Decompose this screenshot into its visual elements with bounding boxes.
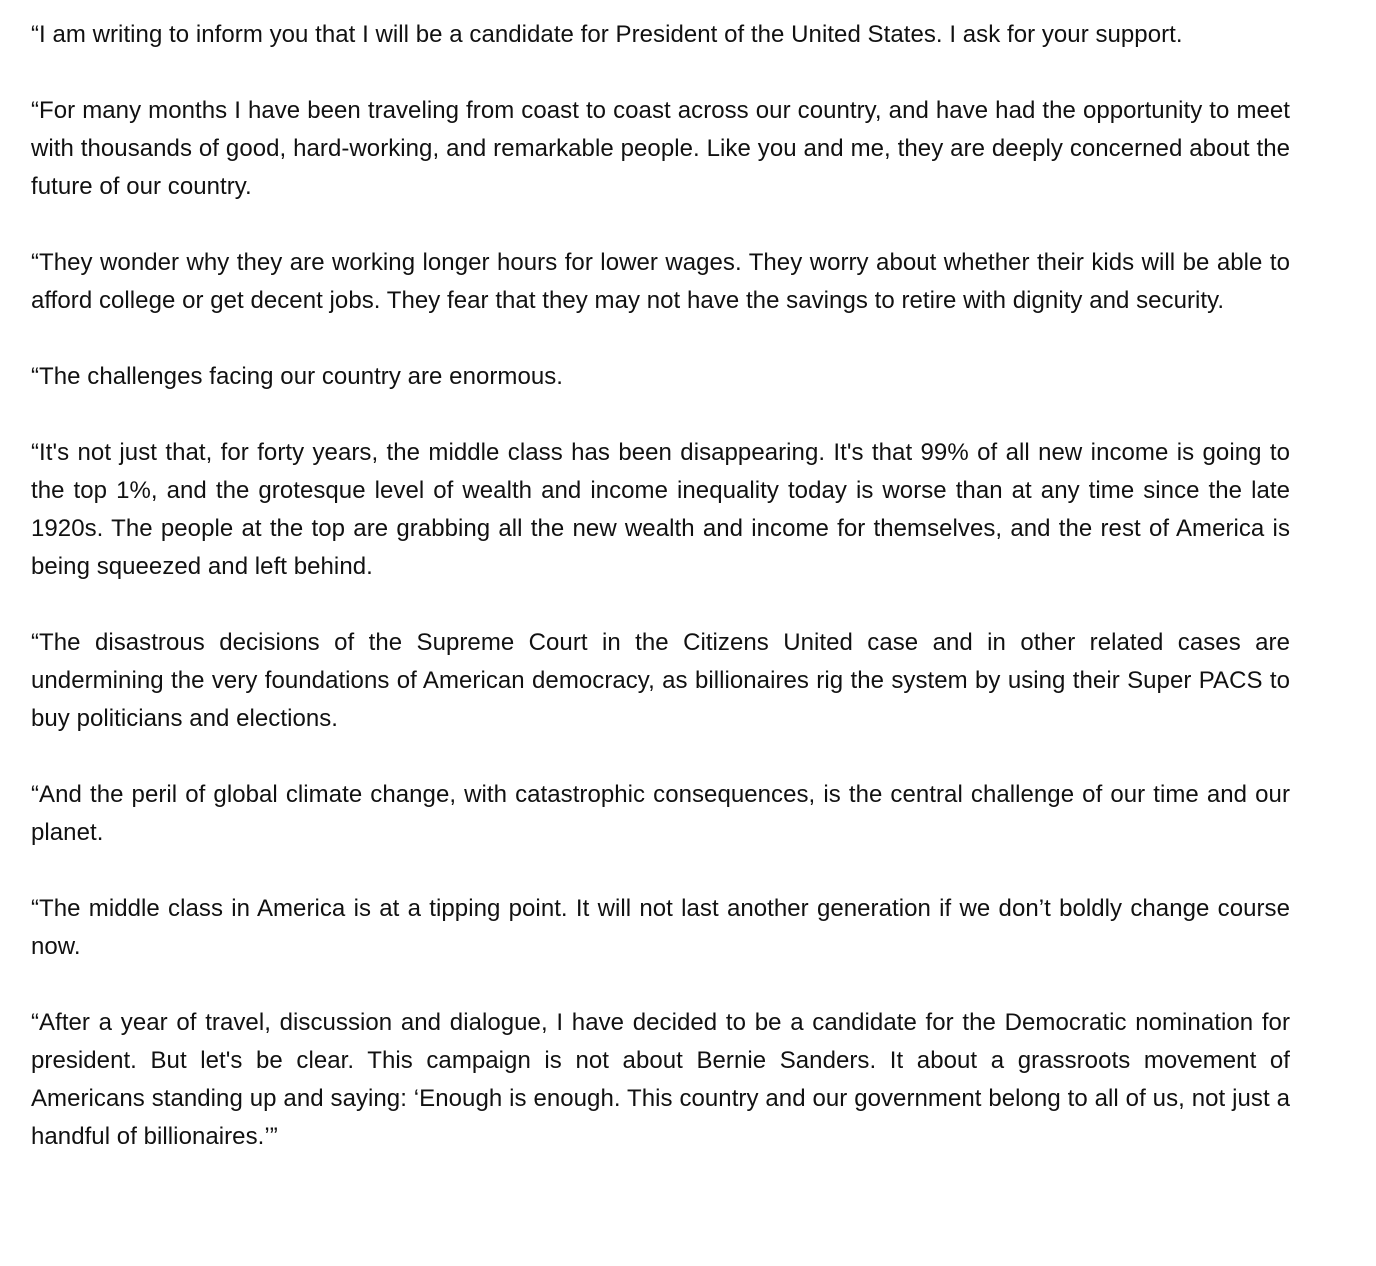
paragraph-8: “The middle class in America is at a tipping point. It will not last another generation if we don’t boldly change course now.	[31, 895, 1290, 960]
paragraph-5: “It's not just that, for forty years, the middle class has been disappearing. It's that 99% of all new income is going to the top 1%, and the grotesque level of wealth and income inequality today is worse than at any time since the late 1920s. The people at the top are grabbing all the new wealth and income for themselves, and the rest of America is being squeezed and left behind.	[31, 439, 1290, 580]
paragraph-7: “And the peril of global climate change, with catastrophic consequences, is the central challenge of our time and our planet.	[31, 781, 1290, 846]
paragraph-1: “I am writing to inform you that I will be a candidate for President of the United States. I ask for your support.	[31, 21, 1183, 48]
paragraph-6: “The disastrous decisions of the Supreme Court in the Citizens United case and in other related cases are undermining the very foundations of American democracy, as billionaires rig the system by using their Super PACS to buy politicians and elections.	[31, 629, 1290, 732]
letter-body	[31, 16, 1290, 1156]
paragraph-3: “They wonder why they are working longer hours for lower wages. They worry about whether their kids will be able to afford college or get decent jobs. They fear that they may not have the savings to retire with dignity and security.	[31, 249, 1290, 314]
paragraph-4: “The challenges facing our country are enormous.	[31, 363, 564, 390]
paragraph-9: “After a year of travel, discussion and dialogue, I have decided to be a candidate for the Democratic nomination for president. But let's be clear. This campaign is not about Bernie Sanders. It about a grassroots movement of Americans standing up and saying: ‘Enough is enough. This country and our government belong to all of us, not just a handful of billionaires.’”	[31, 1009, 1290, 1150]
paragraph-2: “For many months I have been traveling from coast to coast across our country, and have had the opportunity to meet with thousands of good, hard-working, and remarkable people. Like you and me, they are deeply concerned about the future of our country.	[31, 97, 1290, 200]
